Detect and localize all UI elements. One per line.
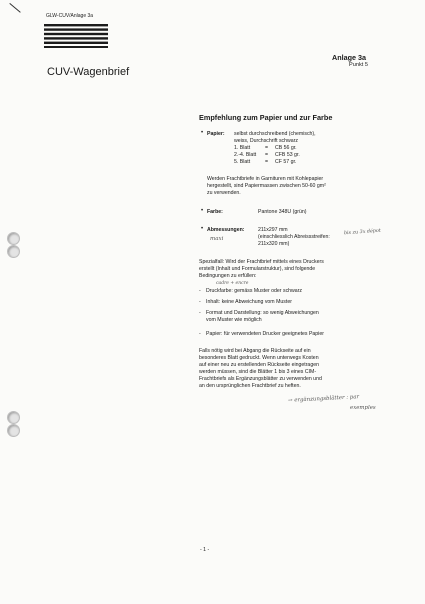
color-value: Pantone 348U (grün) — [258, 209, 307, 215]
special-item: Inhalt: keine Abweichung vom Muster — [206, 299, 292, 305]
special-item: Druckfarbe: gemäss Muster oder schwarz — [206, 288, 303, 294]
sheet-eq: = — [265, 159, 269, 165]
sheet-name: 5. Blatt — [234, 159, 251, 165]
handwritten-note-bottom-2: exemples — [350, 405, 376, 411]
sheet-value: CF 57 gr. — [275, 159, 297, 165]
annex-label: Anlage 3a — [332, 53, 366, 62]
dimensions-value-2: (einschliesslich Abreissstreifen: — [258, 234, 330, 240]
handwritten-note-dims: bis zu 3x dépot — [343, 228, 381, 237]
closing-line: Frachtbriefs als Ergänzungsblätter zu verwenden und — [199, 376, 322, 382]
special-intro-line: Bedingungen zu erfüllen: — [199, 273, 257, 279]
list-dash: - — [199, 331, 201, 337]
sheet-value: CB 56 gr. — [275, 145, 297, 151]
paper-label: Papier: — [207, 131, 225, 137]
bullet: • — [201, 208, 204, 214]
paper-line-1: selbst durchschreibend (chemisch), — [234, 131, 316, 137]
sheet-name: 2.-4. Blatt — [234, 152, 257, 158]
dimensions-value-1: 211x297 mm — [258, 227, 288, 233]
special-item-cont: vom Muster wie möglich — [206, 317, 262, 323]
paper-note-line: hergestellt, sind Papiermassen zwischen 50-60 gm² — [207, 183, 326, 189]
handwritten-note-druck: cadre + encre — [216, 281, 249, 286]
section-title: Empfehlung zum Papier und zur Farbe — [199, 113, 333, 122]
punch-hole — [7, 424, 20, 437]
special-intro-line: Spezialfall: Wird der Frachtbrief mittels eines Druckers — [199, 259, 324, 265]
document-reference: GLW-CUV/Anlage 3a — [46, 13, 94, 19]
special-intro-line: erstellt (Inhalt und Formularstruktur), sind folgende — [199, 266, 316, 272]
paper-line-2: weiss, Durchschrift schwarz — [234, 138, 298, 144]
sheet-value: CFB 53 gr. — [275, 152, 300, 158]
document-title: CUV-Wagenbrief — [47, 66, 130, 78]
list-dash: - — [199, 299, 201, 305]
punch-hole — [7, 411, 20, 424]
special-item: Format und Darstellung: so wenig Abweichungen — [206, 310, 319, 316]
list-dash: - — [199, 288, 201, 294]
list-dash: - — [199, 310, 201, 316]
dimensions-label: Abmessungen: — [207, 227, 245, 233]
punch-hole — [7, 232, 20, 245]
sheet-eq: = — [265, 152, 269, 158]
closing-line: Falls nötig wird bei Abgang die Rückseite auf ein — [199, 348, 311, 354]
paper-note-line: zu verwenden. — [207, 190, 241, 196]
point-label: Punkt 5 — [349, 62, 368, 68]
handwritten-note-bottom: → ergänzungsblätter : par — [287, 394, 360, 404]
paper-note-line: Werden Frachtbriefe in Garnituren mit Kohlepapier — [207, 176, 324, 182]
closing-line: besonderes Blatt gedruckt. Wenn unterwegs Kosten — [199, 355, 319, 361]
closing-line: werden müssen, sind die Blätter 1 bis 3 eines CIM- — [199, 369, 317, 375]
handwritten-note-maxi: maxi — [210, 236, 224, 242]
corner-mark — [9, 3, 20, 13]
sheet-eq: = — [265, 145, 269, 151]
dimensions-value-3: 211x320 mm) — [258, 241, 290, 247]
closing-line: auf einer neu zu erstellenden Rückseite eingetragen — [199, 362, 319, 368]
color-label: Farbe: — [207, 209, 223, 215]
bullet: • — [201, 226, 204, 232]
cit-logo — [44, 24, 108, 48]
punch-hole — [7, 245, 20, 258]
page-number: - 1 - — [200, 547, 210, 553]
sheet-name: 1. Blatt — [234, 145, 251, 151]
special-item: Papier: für verwendeten Drucker geeignetes Papier — [206, 331, 324, 337]
bullet: • — [201, 130, 204, 136]
closing-line: an den ursprünglichen Frachtbrief zu heften. — [199, 383, 301, 389]
